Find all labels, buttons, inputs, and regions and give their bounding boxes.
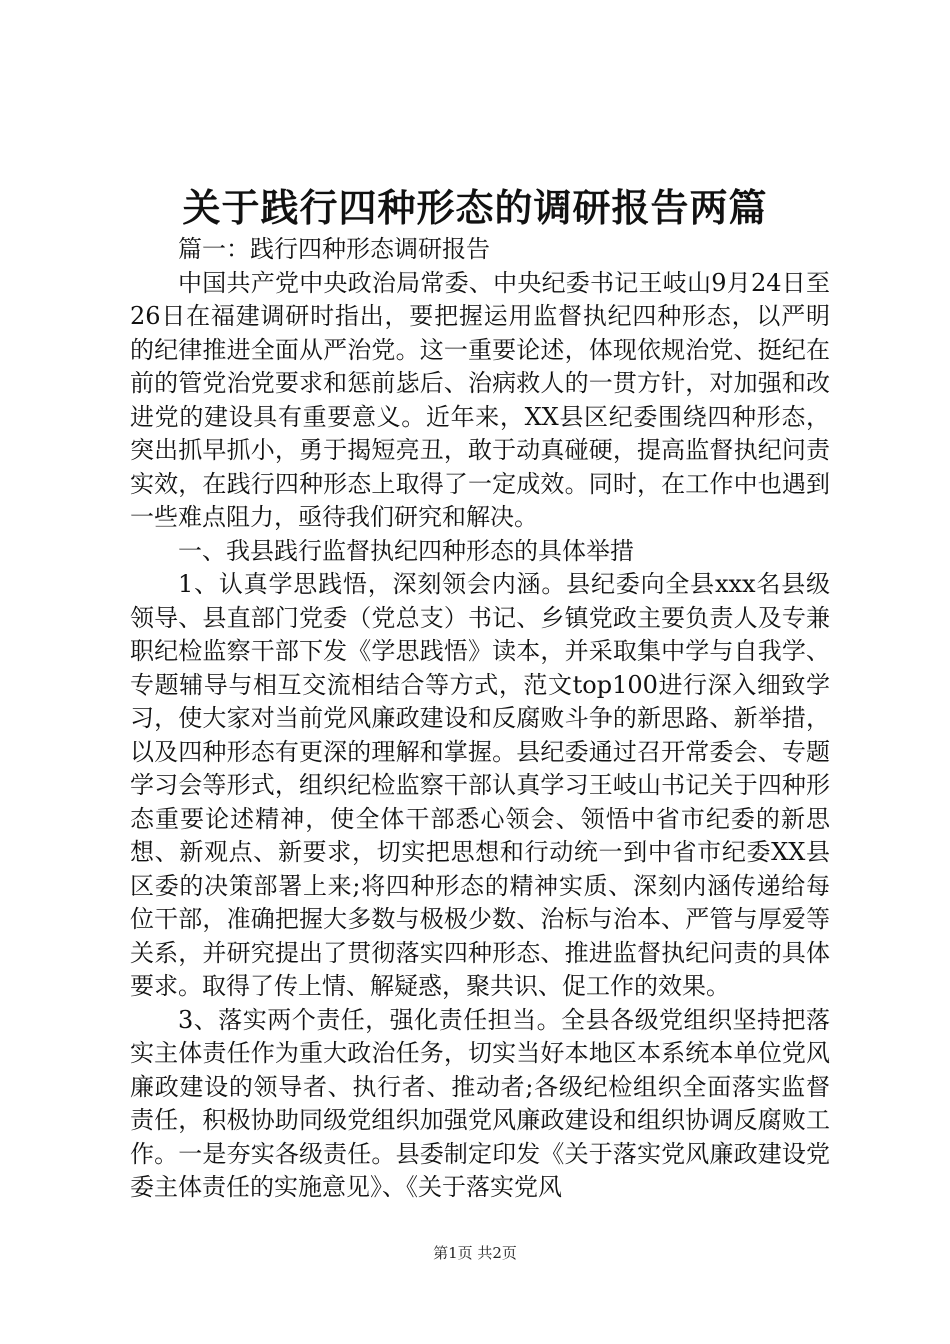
section-heading: 一、我县践行监督执纪四种形态的具体举措 bbox=[178, 536, 634, 565]
document-title: 关于践行四种形态的调研报告两篇 bbox=[182, 185, 768, 230]
document-body bbox=[130, 233, 830, 1205]
body-paragraph: 1、认真学思践悟，深刻领会内涵。县纪委向全县xxx名县级领导、县直部门党委（党总支）书记、乡镇党政主要负责人及专兼职纪检监察干部下发《学思践悟》读本，并采取集中学与自我学、专题辅导与相互交流相结合等方式，范文top100进行深入细致学习，使大家对当前党风廉政建设和反腐败斗争的新思路、新举措，以及四种形态有更深的理解和掌握。县纪委通过召开常委会、专题学习会等形式，组织纪检监察干部认真学习王岐山书记关于四种形态重要论述精神，使全体干部悉心领会、领悟中省市纪委的新思想、新观点、新要求，切实把思想和行动统一到中省市纪委XX县区委的决策部署上来;将四种形态的精神实质、深刻内涵传递给每位干部，准确把握大多数与极极少数、治标与治本、严管与厚爱等关系，并研究提出了贯彻落实四种形态、推进监督执纪问责的具体要求。取得了传上情、解疑惑，聚共识、促工作的效果。 bbox=[130, 570, 830, 1000]
page-number-footer: 第1页 共2页 bbox=[433, 1244, 517, 1262]
section-heading: 篇一：践行四种形态调研报告 bbox=[178, 235, 490, 263]
body-paragraph: 3、落实两个责任，强化责任担当。全县各级党组织坚持把落实主体责任作为重大政治任务，切实当好本地区本系统本单位党风廉政建设的领导者、执行者、推动者;各级纪检组织全面落实监督责任，积极协助同级党组织加强党风廉政建设和组织协调反腐败工作。一是夯实各级责任。县委制定印发《关于落实党风廉政建设党委主体责任的实施意见》、《关于落实党风 bbox=[130, 1005, 830, 1201]
body-paragraph: 中国共产党中央政治局常委、中央纪委书记王岐山9月24日至26日在福建调研时指出，要把握运用监督执纪四种形态，以严明的纪律推进全面从严治党。这一重要论述，体现依规治党、挺纪在前的管党治党要求和惩前毖后、治病救人的一贯方针，对加强和改进党的建设具有重要意义。近年来，XX县区纪委围绕四种形态，突出抓早抓小，勇于揭短亮丑，敢于动真碰硬，提高监督执纪问责实效，在践行四种形态上取得了一定成效。同时，在工作中也遇到一些难点阻力，亟待我们研究和解决。 bbox=[130, 268, 830, 531]
